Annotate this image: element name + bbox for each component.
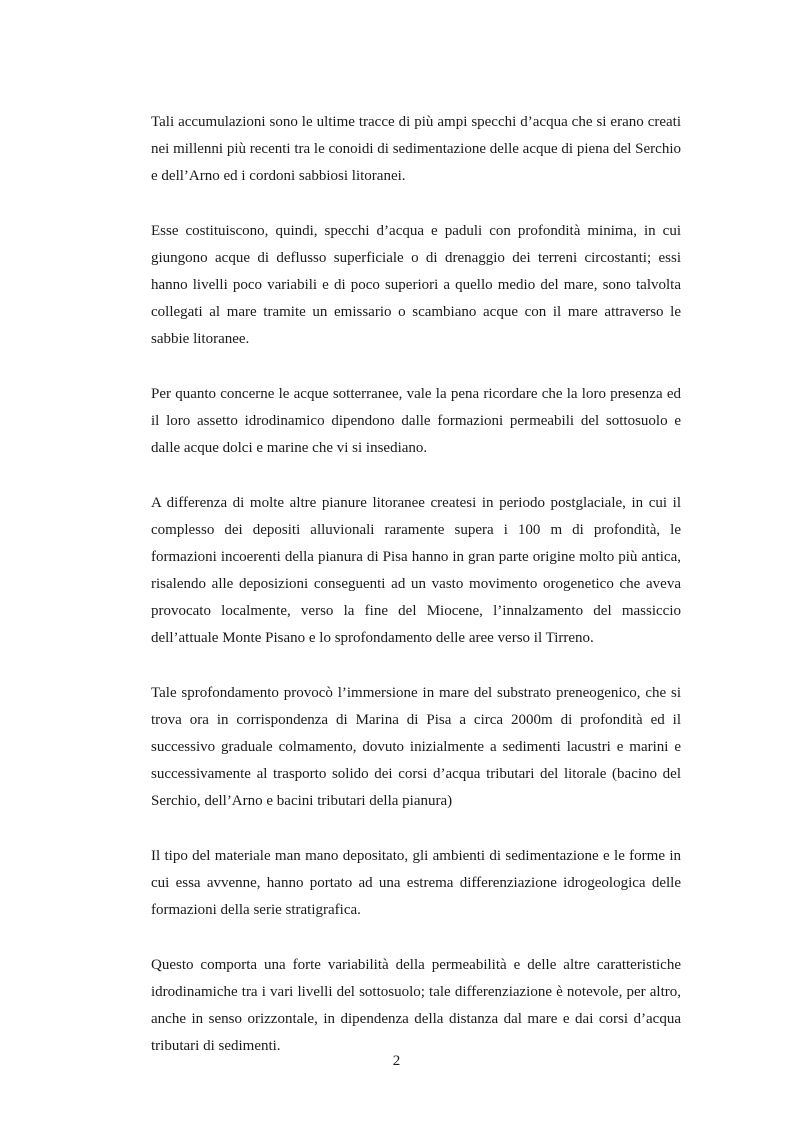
paragraph-7: Questo comporta una forte variabilità della permeabilità e delle altre caratteristiche idrodinamiche tra i vari livelli del sottosuolo; tale differenziazione è notevole, per altro, anche in senso orizzontale, in dipendenza della distanza dal mare e dai corsi d’acqua tributari di sedimenti. [151, 957, 681, 1054]
paragraph-5: Tale sprofondamento provocò l’immersione in mare del substrato preneogenico, che si trova ora in corrispondenza di Marina di Pisa a circa 2000m di profondità ed il successivo graduale colmamento, dovuto inizialmente a sedimenti lacustri e marini e successivamente al trasporto solido dei corsi d’acqua tributari del litorale (bacino del Serchio, dell’Arno e bacini tributari della pianura) [151, 685, 681, 809]
document-body [151, 109, 681, 1088]
paragraph-2: Esse costituiscono, quindi, specchi d’acqua e paduli con profondità minima, in cui giungono acque di deflusso superficiale o di drenaggio dei terreni circostanti; essi hanno livelli poco variabili e di poco superiori a quello medio del mare, sono talvolta collegati al mare tramite un emissario o scambiano acque con il mare attraverso le sabbie litoranee. [151, 223, 681, 347]
page-number: 2 [392, 1053, 401, 1069]
paragraph-6: Il tipo del materiale man mano depositato, gli ambienti di sedimentazione e le forme in cui essa avvenne, hanno portato ad una estrema differenziazione idrogeologica delle formazioni della serie stratigrafica. [151, 848, 681, 918]
paragraph-4: A differenza di molte altre pianure litoranee createsi in periodo postglaciale, in cui il complesso dei depositi alluvionali raramente supera i 100 m di profondità, le formazioni incoerenti della pianura di Pisa hanno in gran parte origine molto più antica, risalendo alle deposizioni conseguenti ad un vasto movimento orogenetico che aveva provocato localmente, verso la fine del Miocene, l’innalzamento del massiccio dell’attuale Monte Pisano e lo sprofondamento delle aree verso il Tirreno. [151, 495, 681, 646]
paragraph-3: Per quanto concerne le acque sotterranee, vale la pena ricordare che la loro presenza ed il loro assetto idrodinamico dipendono dalle formazioni permeabili del sottosuolo e dalle acque dolci e marine che vi si insediano. [151, 386, 681, 456]
paragraph-1: Tali accumulazioni sono le ultime tracce di più ampi specchi d’acqua che si erano creati nei millenni più recenti tra le conoidi di sedimentazione delle acque di piena del Serchio e dell’Arno ed i cordoni sabbiosi litoranei. [151, 114, 681, 184]
